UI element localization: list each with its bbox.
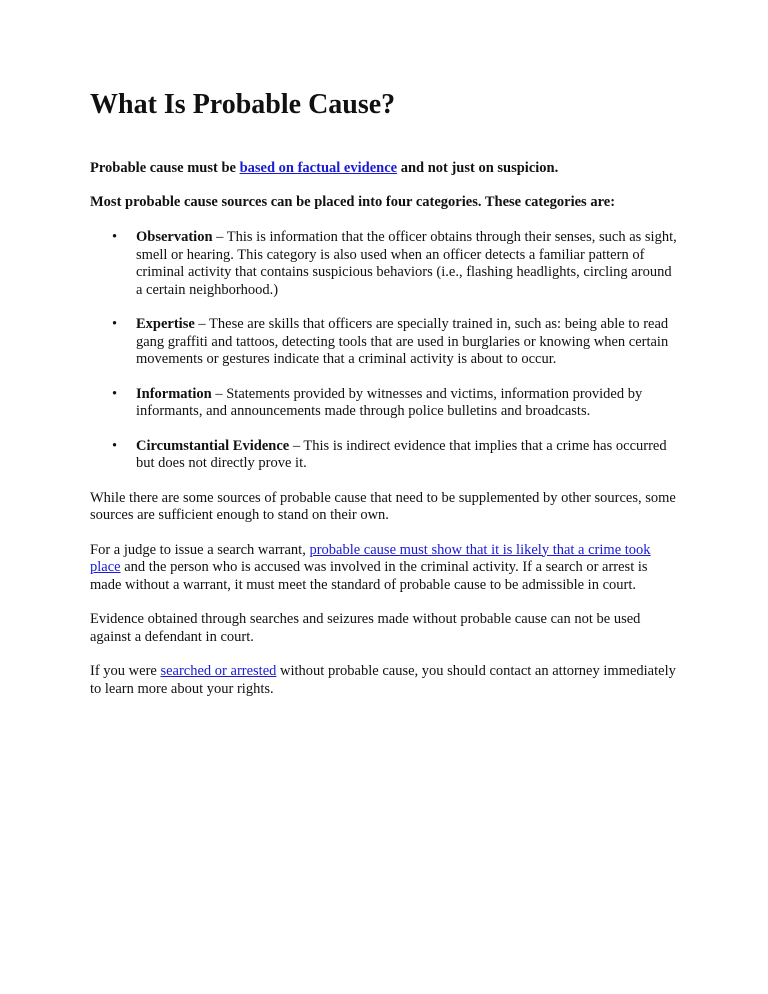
category-term: Circumstantial Evidence <box>136 437 290 454</box>
bullet-icon: • <box>112 229 118 245</box>
intro-paragraph <box>90 160 680 178</box>
page-title: What Is Probable Cause? <box>90 89 396 120</box>
bullet-icon: • <box>112 437 118 454</box>
warrant-text-before: For a judge to issue a search warrant, <box>90 541 310 558</box>
warrant-text-after: and the person who is accused was involved in the criminal activity. If a search or arrest is made without a warrant, it must meet the standard of probable cause to be admissible in court. <box>90 559 648 593</box>
category-term: Information <box>136 385 212 402</box>
intro-text-before: Probable cause must be <box>90 160 240 176</box>
bullet-icon: • <box>112 316 118 332</box>
list-item-information <box>90 386 680 421</box>
list-item-observation <box>90 229 680 299</box>
searched-or-arrested-link[interactable]: searched or arrested <box>160 663 277 679</box>
list-item-circumstantial-evidence <box>90 438 680 473</box>
crime-took-place-link[interactable]: probable cause must show that it is likely that a crime took place <box>90 541 651 575</box>
list-item-expertise <box>90 316 680 369</box>
intro-text-after: and not just on suspicion. <box>397 160 559 176</box>
category-description: – This is indirect evidence that implies that a crime has occurred but does not directly prove it. <box>136 437 667 471</box>
document-page <box>90 88 680 715</box>
categories-intro: Most probable cause sources can be placed into four categories. These categories are: <box>90 193 616 210</box>
warrant-paragraph <box>90 542 680 595</box>
categories-list <box>90 229 680 473</box>
sources-paragraph: While there are some sources of probable cause that need to be supplemented by other sources, some sources are sufficient enough to stand on their own. <box>90 489 676 523</box>
category-description: – Statements provided by witnesses and victims, information provided by informants, and announcements made through police bulletins and broadcasts. <box>136 385 643 419</box>
contact-paragraph <box>90 663 680 698</box>
category-description: – This is information that the officer obtains through their senses, such as sight, smell or hearing. This category is also used when an officer detects a familiar pattern of criminal activity that contains suspicious behaviors (i.e., flashing headlights, circling around a certain neighborhood.) <box>136 229 677 298</box>
category-description: – These are skills that officers are specially trained in, such as: being able to read gang graffiti and tattoos, detecting tools that are used in burglaries or knowing when certain movements or gestures indicate that a criminal activity is about to occur. <box>136 316 669 367</box>
category-term: Expertise <box>136 316 195 332</box>
bullet-icon: • <box>112 385 118 402</box>
evidence-paragraph: Evidence obtained through searches and seizures made without probable cause can not be used against a defendant in court. <box>90 611 641 645</box>
category-term: Observation <box>136 229 213 245</box>
contact-text-after: without probable cause, you should contact an attorney immediately to learn more about your rights. <box>90 663 676 697</box>
factual-evidence-link[interactable]: based on factual evidence <box>239 160 398 176</box>
contact-text-before: If you were <box>90 663 161 679</box>
